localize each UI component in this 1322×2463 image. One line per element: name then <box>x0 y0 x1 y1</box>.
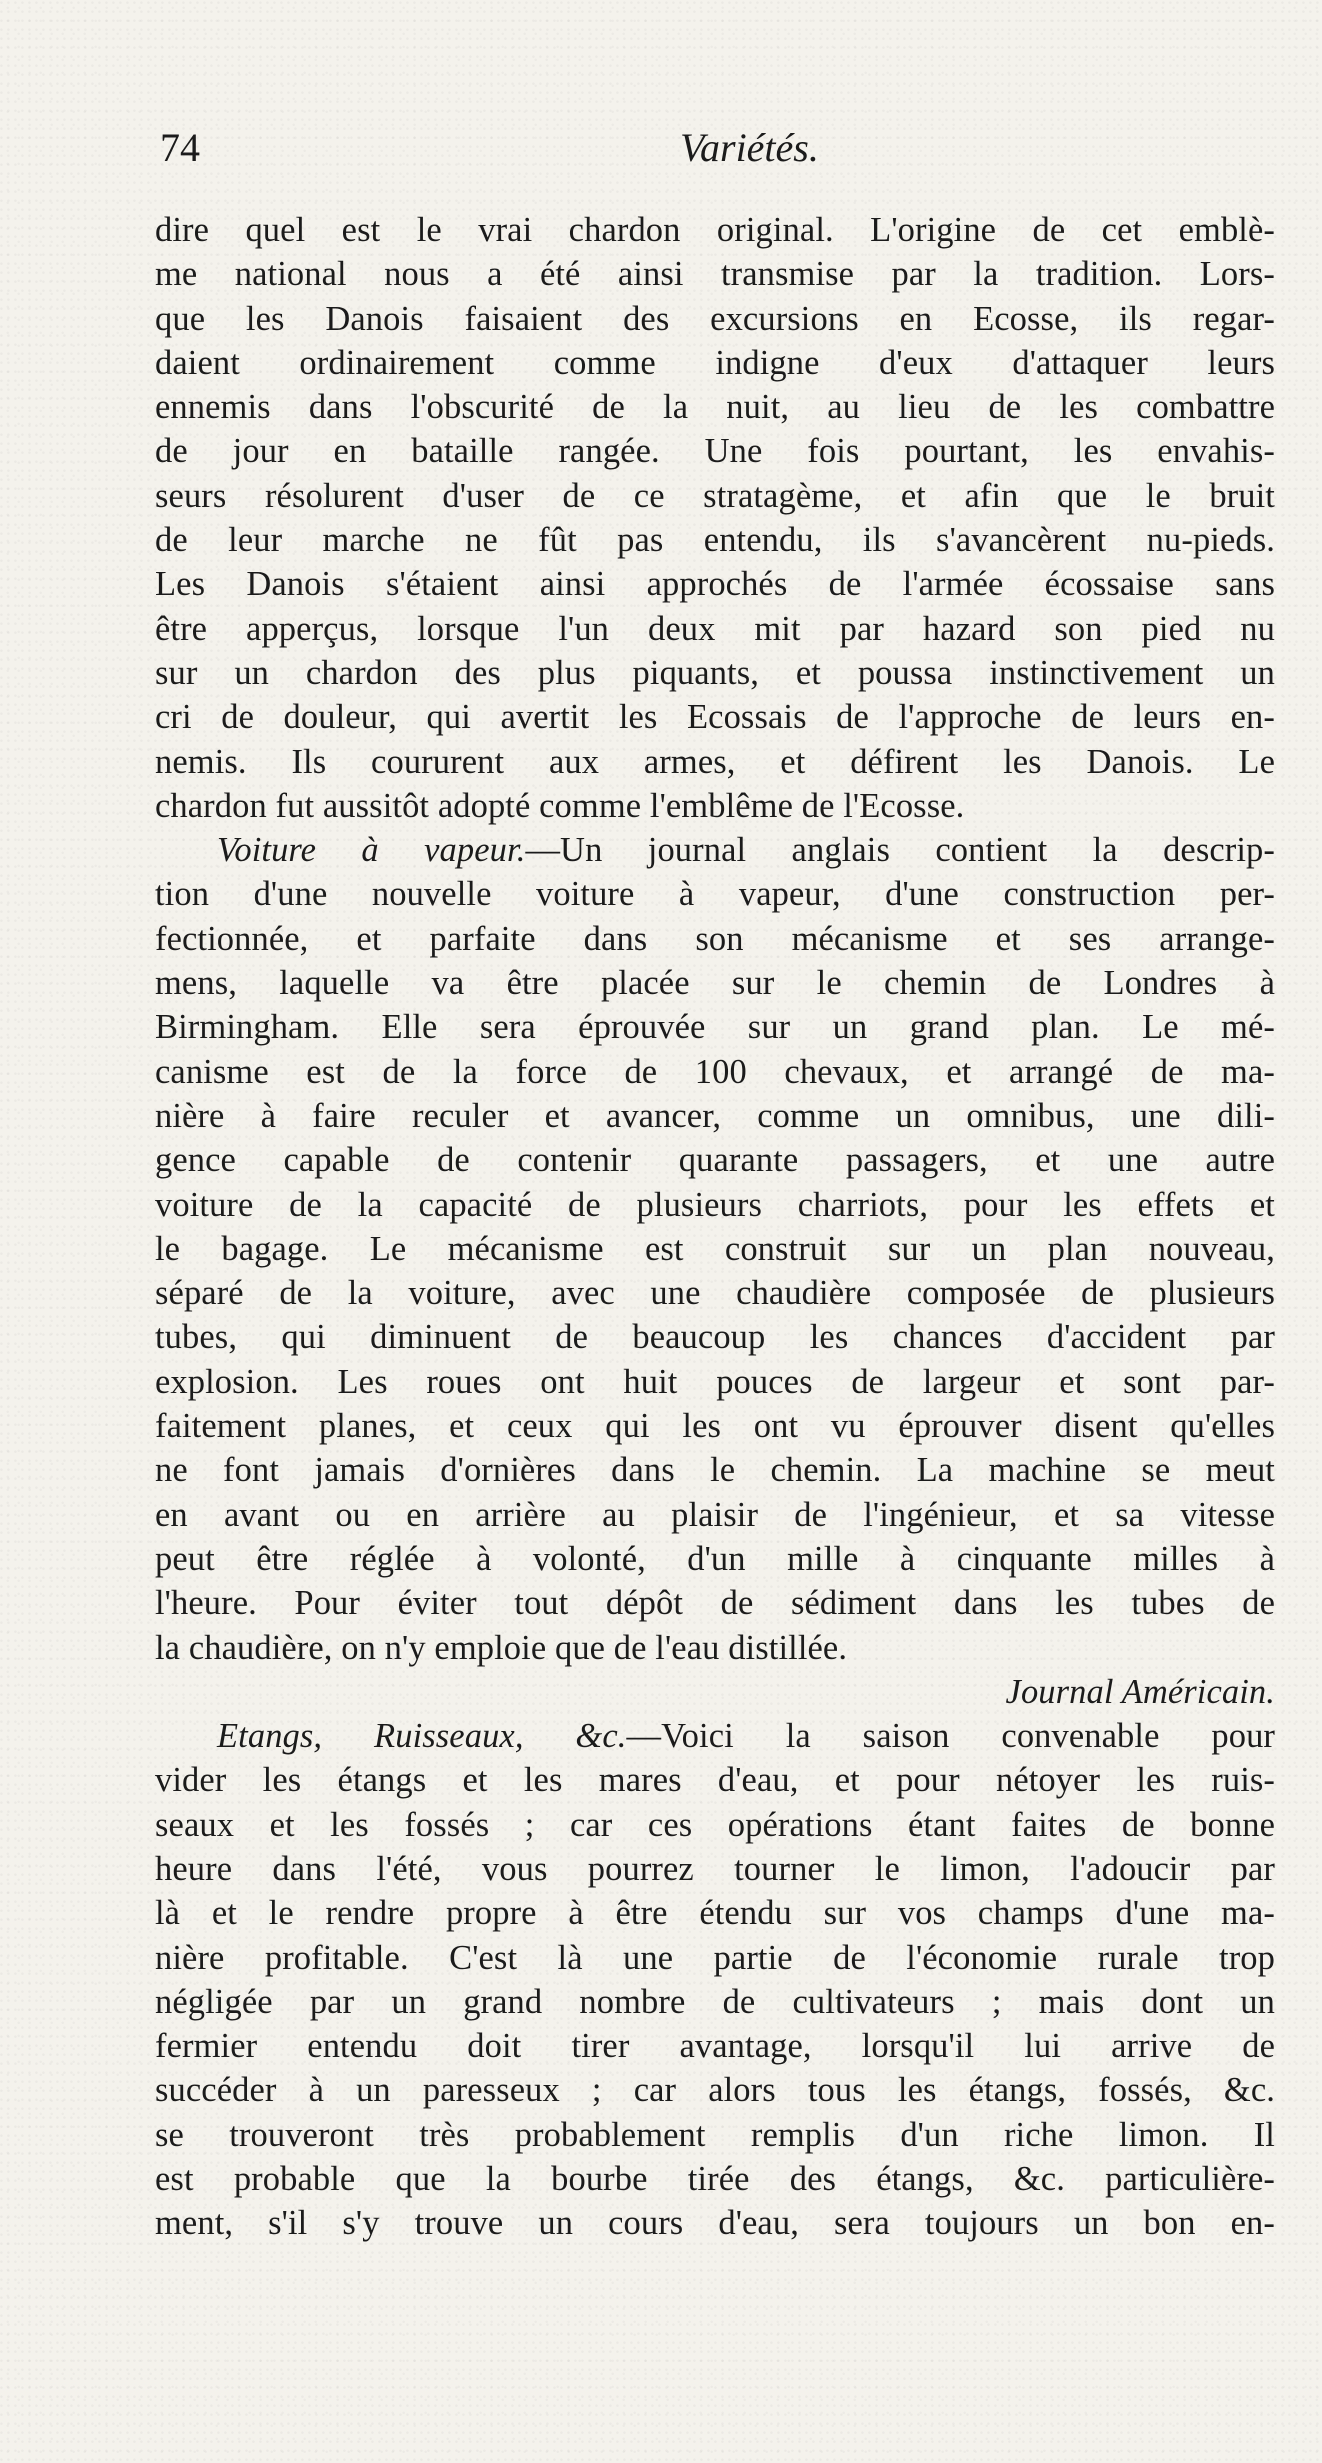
text-line: négligée par un grand nombre de cultivateurs ; mais dont un <box>155 1982 1275 2021</box>
section-first-line-text: —Voici la saison convenable pour <box>626 1717 1275 1756</box>
text-line: nière à faire reculer et avancer, comme un omnibus, une dili- <box>155 1096 1275 1135</box>
text-line: voiture de la capacité de plusieurs charriots, pour les effets et <box>155 1185 1275 1224</box>
text-line: faitement planes, et ceux qui les ont vu éprouver disent qu'elles <box>155 1407 1275 1446</box>
source-citation: Journal Américain. <box>1005 1672 1275 1711</box>
text-line: nemis. Ils coururent aux armes, et défirent les Danois. Le <box>155 742 1275 781</box>
text-line: seurs résolurent d'user de ce stratagème, et afin que le bruit <box>155 476 1275 515</box>
text-line: fectionnée, et parfaite dans son mécanisme et ses arrange- <box>155 919 1275 958</box>
text-line: est probable que la bourbe tirée des étangs, &c. particulière- <box>155 2160 1275 2199</box>
text-line: mens, laquelle va être placée sur le chemin de Londres à <box>155 964 1275 1003</box>
page-number: 74 <box>160 125 200 170</box>
text-line: canisme est de la force de 100 chevaux, et arrangé de ma- <box>155 1052 1275 1091</box>
text-line: tubes, qui diminuent de beaucoup les chances d'accident par <box>155 1318 1275 1357</box>
text-line: Les Danois s'étaient ainsi approchés de l'armée écossaise sans <box>155 565 1275 604</box>
text-line: Birmingham. Elle sera éprouvée sur un grand plan. Le mé- <box>155 1008 1275 1047</box>
text-line: de leur marche ne fût pas entendu, ils s'avancèrent nu-pieds. <box>155 521 1275 560</box>
section-first-line <box>155 828 1275 872</box>
section-heading: Voiture à vapeur. <box>217 831 526 870</box>
text-line: gence capable de contenir quarante passagers, et une autre <box>155 1141 1275 1180</box>
text-line: succéder à un paresseux ; car alors tous les étangs, fossés, &c. <box>155 2071 1275 2110</box>
text-line: peut être réglée à volonté, d'un mille à cinquante milles à <box>155 1539 1275 1578</box>
text-line: ment, s'il s'y trouve un cours d'eau, sera toujours un bon en- <box>155 2204 1275 2243</box>
section-heading: Etangs, Ruisseaux, &c. <box>217 1717 627 1756</box>
text-line: cri de douleur, qui avertit les Ecossais de l'approche de leurs en- <box>155 698 1275 737</box>
text-line: heure dans l'été, vous pourrez tourner le limon, l'adoucir par <box>155 1849 1275 1888</box>
text-line: explosion. Les roues ont huit pouces de largeur et sont par- <box>155 1362 1275 1401</box>
page-header <box>160 118 1280 178</box>
text-line: me national nous a été ainsi transmise par la tradition. Lors- <box>155 255 1275 294</box>
text-line: daient ordinairement comme indigne d'eux d'attaquer leurs <box>155 343 1275 382</box>
text-line: là et le rendre propre à être étendu sur vos champs d'une ma- <box>155 1894 1275 1933</box>
section-first-line <box>155 1714 1275 1758</box>
text-line: que les Danois faisaient des excursions en Ecosse, ils regar- <box>155 299 1275 338</box>
text-line: chardon fut aussitôt adopté comme l'emblême de l'Ecosse. <box>155 786 965 825</box>
text-line: ne font jamais d'ornières dans le chemin. La machine se meut <box>155 1451 1275 1490</box>
text-line: être apperçus, lorsque l'un deux mit par hazard son pied nu <box>155 609 1275 648</box>
running-title: Variétés. <box>680 125 819 170</box>
text-line: l'heure. Pour éviter tout dépôt de sédiment dans les tubes de <box>155 1584 1275 1623</box>
text-line: vider les étangs et les mares d'eau, et pour nétoyer les ruis- <box>155 1761 1275 1800</box>
text-line: de jour en bataille rangée. Une fois pourtant, les envahis- <box>155 432 1275 471</box>
section-first-line-text: —Un journal anglais contient la descrip- <box>525 831 1275 870</box>
text-line: tion d'une nouvelle voiture à vapeur, d'une construction per- <box>155 875 1275 914</box>
text-line: en avant ou en arrière au plaisir de l'ingénieur, et sa vitesse <box>155 1495 1275 1534</box>
body-text <box>155 208 1275 2246</box>
text-line: nière profitable. C'est là une partie de l'économie rurale trop <box>155 1938 1275 1977</box>
text-line: le bagage. Le mécanisme est construit sur un plan nouveau, <box>155 1229 1275 1268</box>
text-line: se trouveront très probablement remplis d'un riche limon. Il <box>155 2115 1275 2154</box>
text-line: ennemis dans l'obscurité de la nuit, au lieu de les combattre <box>155 388 1275 427</box>
text-line: seaux et les fossés ; car ces opérations étant faites de bonne <box>155 1805 1275 1844</box>
text-line: la chaudière, on n'y emploie que de l'eau distillée. <box>155 1628 848 1667</box>
text-line: séparé de la voiture, avec une chaudière composée de plusieurs <box>155 1274 1275 1313</box>
text-line: sur un chardon des plus piquants, et poussa instinctivement un <box>155 653 1275 692</box>
text-line: fermier entendu doit tirer avantage, lorsqu'il lui arrive de <box>155 2027 1275 2066</box>
text-line: dire quel est le vrai chardon original. L'origine de cet emblè- <box>155 211 1275 249</box>
